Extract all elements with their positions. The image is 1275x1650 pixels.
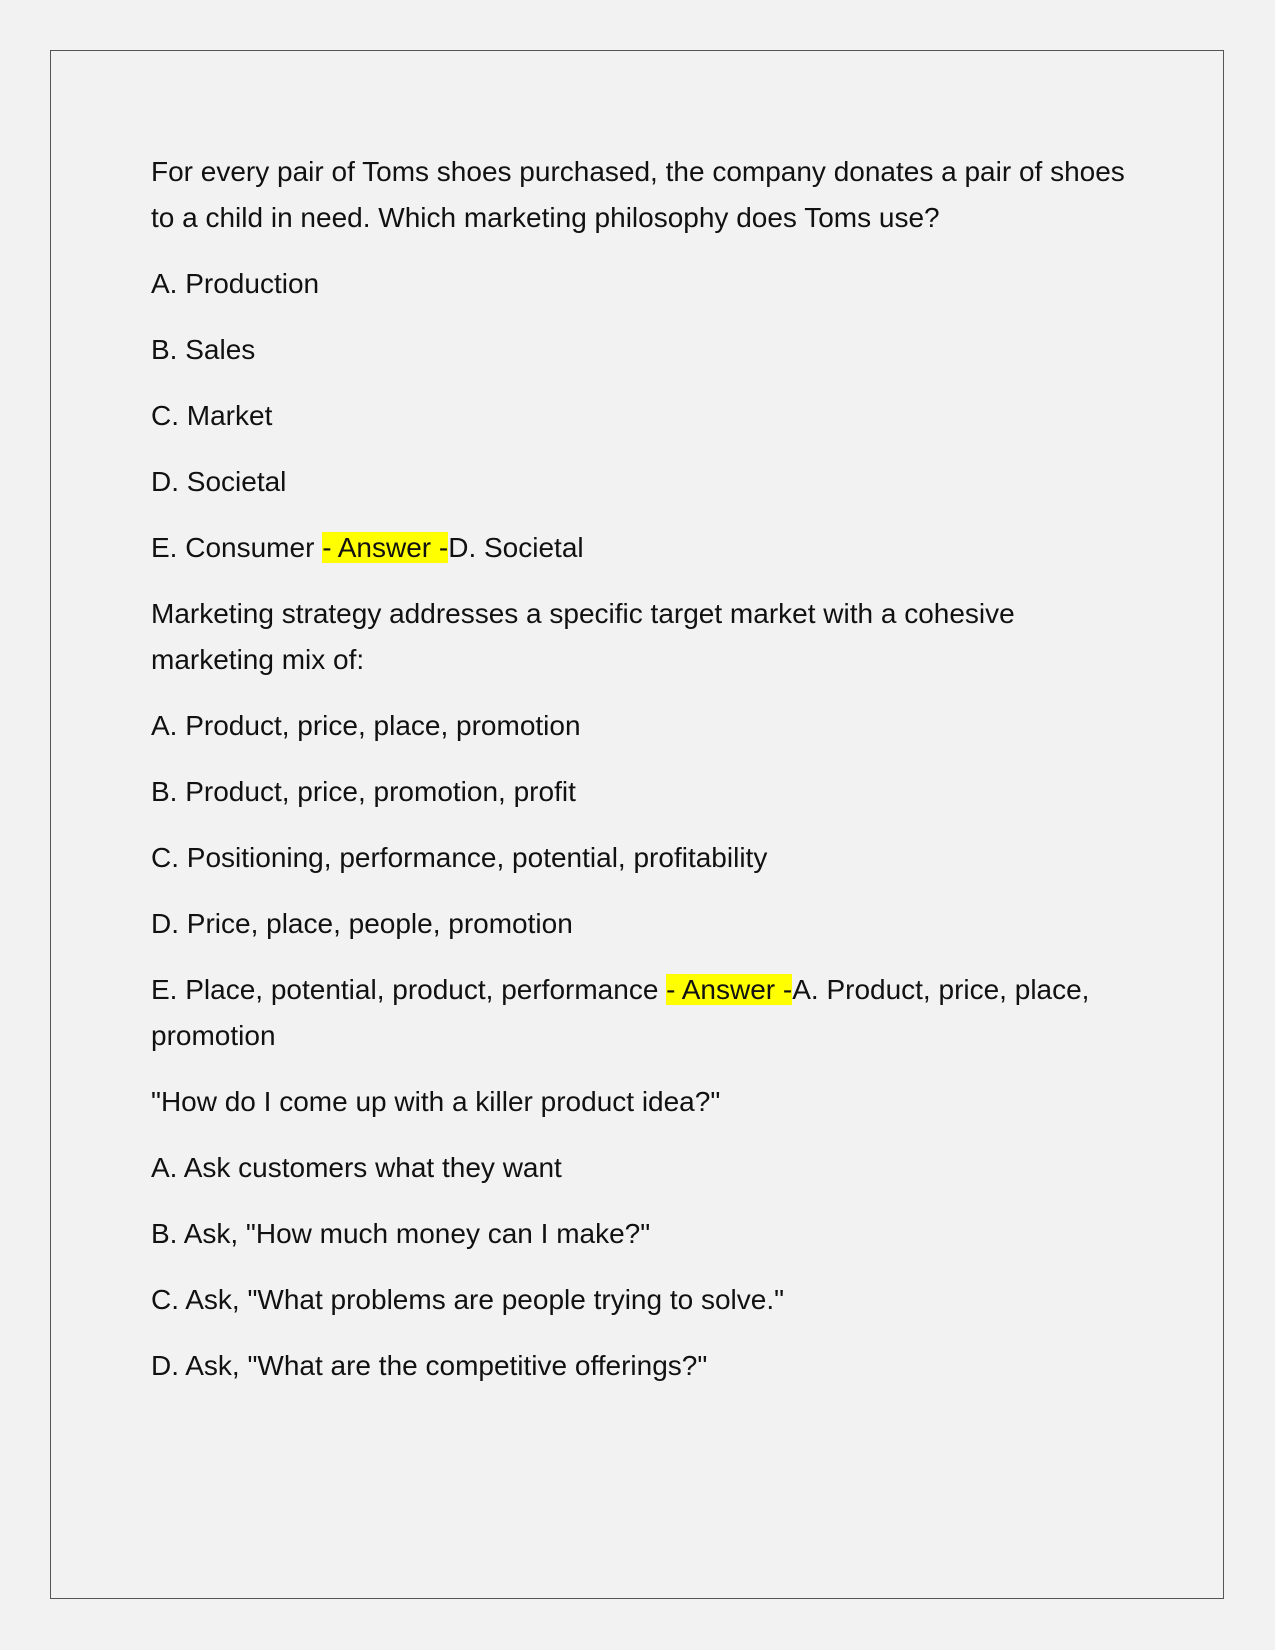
option-e: E. Place, potential, product, performance (151, 974, 659, 1005)
option-a: A. Product, price, place, promotion (151, 710, 581, 741)
option-c: C. Market (151, 400, 273, 431)
option-a: A. Ask customers what they want (151, 1152, 562, 1183)
answer-label-highlight: - Answer - (322, 532, 449, 563)
option-d: D. Ask, "What are the competitive offerings?" (151, 1350, 708, 1381)
answer-label-highlight: - Answer - (666, 974, 793, 1005)
question-stem: "How do I come up with a killer product idea?" (151, 1086, 721, 1117)
option-b: B. Product, price, promotion, profit (151, 776, 576, 807)
question-stem: Marketing strategy addresses a specific target market with a cohesive marketing mix of: (151, 598, 1015, 675)
option-e: E. Consumer (151, 532, 315, 563)
answer-text: D. Societal (448, 532, 584, 563)
option-d: D. Societal (151, 466, 287, 497)
answer-text: A. Product, price, place, promotion (151, 974, 1090, 1051)
document-content (151, 149, 1131, 1409)
option-b: B. Ask, "How much money can I make?" (151, 1218, 651, 1249)
option-b: B. Sales (151, 334, 256, 365)
option-e-with-answer (151, 967, 1131, 1059)
option-e-with-answer (151, 525, 1131, 571)
question-stem: For every pair of Toms shoes purchased, the company donates a pair of shoes to a child in need. Which marketing philosophy does Toms use? (151, 156, 1125, 233)
option-d: D. Price, place, people, promotion (151, 908, 573, 939)
option-c: C. Positioning, performance, potential, profitability (151, 842, 768, 873)
option-c: C. Ask, "What problems are people trying to solve." (151, 1284, 785, 1315)
option-a: A. Production (151, 268, 320, 299)
